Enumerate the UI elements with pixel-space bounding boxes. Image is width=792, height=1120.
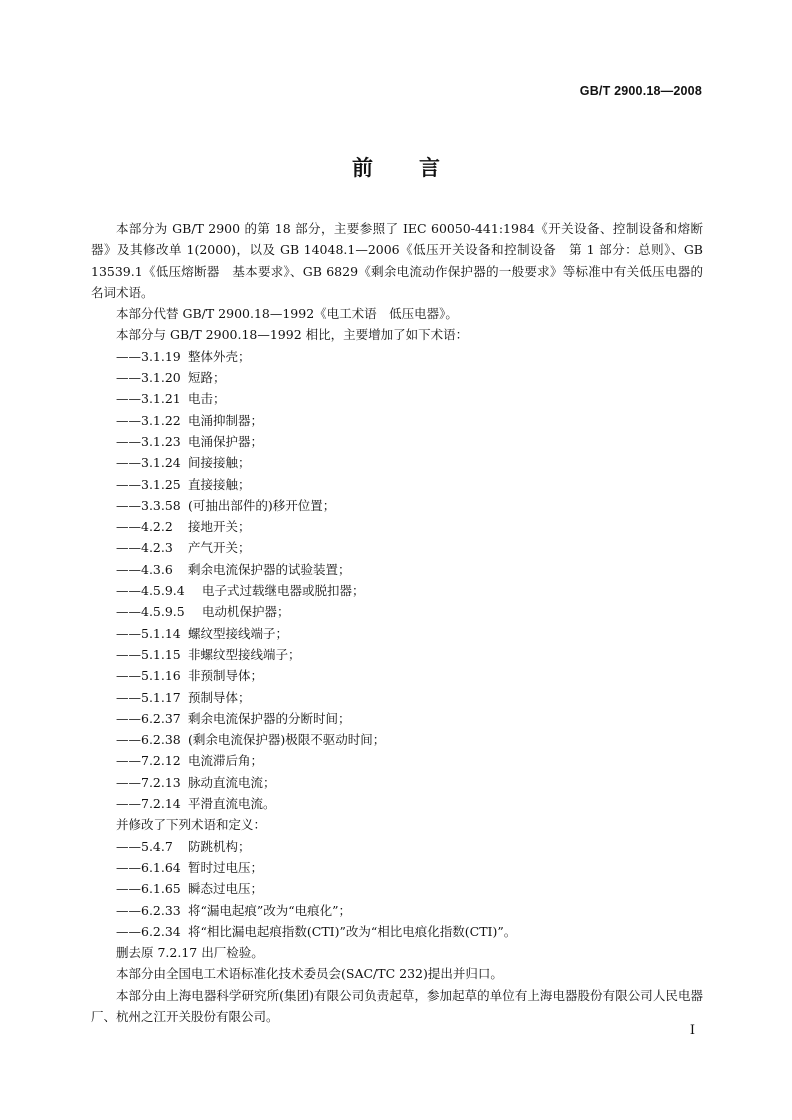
list-item: ——5.1.15 非螺纹型接线端子； <box>116 646 301 662</box>
list-item: ——5.4.7 防跳机构； <box>116 838 251 854</box>
list-item: ——4.2.2 接地开关； <box>116 519 251 535</box>
standard-code: GB/T 2900.18—2008 <box>579 84 702 98</box>
list-item: ——5.1.17 预制导体； <box>116 689 251 705</box>
page-number: I <box>689 1023 695 1038</box>
list-item: ——3.1.20 短路； <box>116 370 226 386</box>
list-item: ——4.3.6 剩余电流保护器的试验装置； <box>116 561 351 577</box>
added-terms-list <box>91 346 703 815</box>
list-item: ——6.1.64 暂时过电压； <box>116 859 264 875</box>
list-item: ——7.2.12 电流滞后角； <box>116 753 264 769</box>
list-item: ——3.1.23 电涌保护器； <box>116 433 264 449</box>
compared-paragraph: 本部分与 GB/T 2900.18—1992 相比，主要增加了如下术语： <box>116 327 469 343</box>
list-item: ——3.1.24 间接接触； <box>116 455 251 471</box>
intro-paragraph: 本部分为 GB/T 2900 的第 18 部分，主要参照了 IEC 60050-441:1984《开关设备、控制设备和熔断器》及其修改单 1(2000)，以及 GB 14048.1—2006《低压开关设备和控制设备 第 1 部分：总则》、GB 13539.1《低压熔断器 基本要求》、GB 6829《剩余电流动作保护器的一般要求》等标准中有关低压电器的名词术语。 <box>91 221 703 300</box>
list-item: ——6.1.65 瞬态过电压； <box>116 881 264 897</box>
list-item: ——4.5.9.4 电子式过载继电器或脱扣器； <box>116 583 365 599</box>
list-item: ——6.2.33 将“漏电起痕”改为“电痕化”； <box>116 902 352 918</box>
deleted-paragraph: 删去原 7.2.17 出厂检验。 <box>116 945 264 961</box>
list-item: ——7.2.13 脉动直流电流； <box>116 774 276 790</box>
list-item: ——7.2.14 平滑直流电流。 <box>116 796 276 812</box>
list-item: ——5.1.14 螺纹型接线端子； <box>116 625 289 641</box>
list-item: ——4.2.3 产气开关； <box>116 540 251 556</box>
page-title: 前言 <box>352 156 486 180</box>
drafted-paragraph: 本部分由上海电器科学研究所(集团)有限公司负责起草，参加起草的单位有上海电器股份有限公司人民电器厂、杭州之江开关股份有限公司。 <box>91 987 703 1024</box>
list-item: ——3.1.25 直接接触； <box>116 476 251 492</box>
replaces-paragraph: 本部分代替 GB/T 2900.18—1992《电工术语 低压电器》。 <box>116 306 458 322</box>
modified-intro-paragraph: 并修改了下列术语和定义： <box>116 817 267 833</box>
proposed-paragraph: 本部分由全国电工术语标准化技术委员会(SAC/TC 232)提出并归口。 <box>116 966 503 982</box>
list-item: ——6.2.37 剩余电流保护器的分断时间； <box>116 710 351 726</box>
list-item: ——5.1.16 非预制导体； <box>116 668 264 684</box>
list-item: ——3.1.19 整体外壳； <box>116 348 251 364</box>
list-item: ——6.2.34 将“相比漏电起痕指数(CTI)”改为“相比电痕化指数(CTI)”。 <box>116 923 517 939</box>
list-item: ——3.1.22 电涌抑制器； <box>116 412 264 428</box>
modified-terms-list <box>91 836 703 942</box>
list-item: ——6.2.38 (剩余电流保护器)极限不驱动时间； <box>116 732 386 748</box>
document-body <box>91 218 703 1027</box>
list-item: ——4.5.9.5 电动机保护器； <box>116 604 290 620</box>
list-item: ——3.3.58 (可抽出部件的)移开位置； <box>116 497 336 513</box>
list-item: ——3.1.21 电击； <box>116 391 226 407</box>
